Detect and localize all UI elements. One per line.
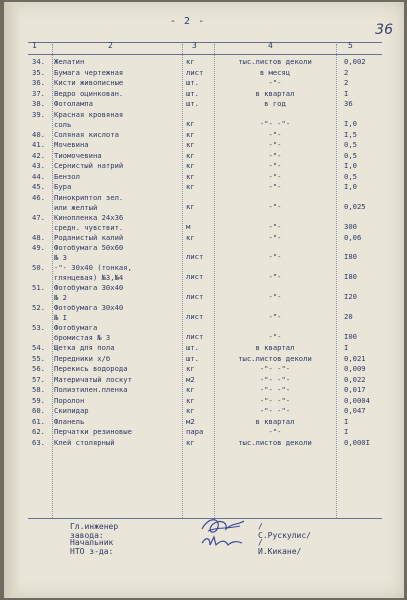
row-number: 37. bbox=[32, 88, 45, 98]
unit: лист bbox=[186, 272, 204, 281]
item-name-line: Красная кровяная bbox=[54, 109, 124, 119]
unit: кг bbox=[186, 232, 195, 242]
unit: кг bbox=[186, 406, 195, 415]
norm-basis: тыс.листов деколи bbox=[238, 353, 312, 363]
row-number: 38. bbox=[32, 99, 45, 108]
norm-basis: -"- -"- bbox=[259, 406, 291, 415]
item-name bbox=[54, 78, 123, 88]
norm-basis: -"- bbox=[268, 150, 282, 160]
quantity: 0,5 bbox=[344, 140, 357, 149]
unit: шт. bbox=[186, 99, 199, 108]
norm-basis: в квартал bbox=[255, 343, 295, 352]
quantity: 2 bbox=[344, 67, 349, 77]
table-row bbox=[28, 283, 382, 303]
item-name bbox=[54, 213, 123, 233]
norm-basis: -"- -"- bbox=[259, 364, 291, 373]
quantity: 0,5 bbox=[344, 150, 357, 160]
unit: кг bbox=[186, 364, 195, 373]
quantity: I,0 bbox=[344, 118, 357, 128]
row-number: 43. bbox=[32, 161, 45, 170]
quantity: I bbox=[344, 416, 349, 426]
item-name bbox=[54, 182, 71, 192]
item-name bbox=[54, 417, 84, 427]
unit: кг bbox=[186, 385, 195, 394]
table-header bbox=[30, 40, 382, 53]
item-name-line: Передники х/б bbox=[54, 353, 111, 363]
item-name bbox=[54, 243, 123, 263]
item-name bbox=[54, 427, 132, 437]
item-name bbox=[54, 283, 123, 303]
table-row bbox=[28, 354, 382, 365]
quantity: 0,0004 bbox=[344, 395, 370, 405]
quantity: 0,047 bbox=[344, 406, 366, 415]
quantity: I80 bbox=[344, 252, 357, 261]
row-number: 34. bbox=[32, 57, 45, 66]
table-row bbox=[28, 161, 382, 172]
row-number: 42. bbox=[32, 150, 45, 160]
item-name-line: Сернистый натрий bbox=[54, 161, 124, 170]
table-row bbox=[28, 427, 382, 438]
unit: кг bbox=[186, 182, 195, 191]
norm-basis: тыс.листов деколи bbox=[238, 437, 312, 447]
folio-number: 36 bbox=[375, 22, 393, 38]
table-row bbox=[28, 243, 382, 263]
table-row bbox=[28, 193, 382, 213]
quantity: 300 bbox=[344, 221, 357, 231]
row-number: 51. bbox=[32, 283, 45, 292]
quantity: I20 bbox=[344, 292, 357, 301]
row-number: 54. bbox=[32, 343, 45, 352]
table-row bbox=[28, 323, 382, 343]
row-number: 63. bbox=[32, 437, 45, 447]
table-row bbox=[28, 385, 382, 396]
item-name-line: Бумага чертежная bbox=[54, 67, 124, 77]
item-name-line: Фотобумага 30х40 bbox=[54, 283, 124, 292]
quantity: 0,025 bbox=[344, 201, 366, 211]
item-name bbox=[54, 406, 89, 416]
item-name bbox=[54, 438, 115, 448]
quantity: I,5 bbox=[344, 129, 357, 139]
item-name-line: Полиэтилен.пленка bbox=[54, 385, 128, 394]
item-name-line: Соляная кислота bbox=[54, 129, 119, 139]
unit: лист bbox=[186, 332, 204, 341]
unit: лист bbox=[186, 312, 204, 321]
row-number: 52. bbox=[32, 303, 45, 312]
item-name bbox=[54, 110, 123, 130]
norm-basis: в год bbox=[264, 99, 286, 108]
item-name bbox=[54, 89, 123, 99]
quantity: I00 bbox=[344, 332, 357, 341]
item-name-line: глянцевая) №3,№4 bbox=[54, 273, 124, 282]
unit: кг bbox=[186, 201, 195, 211]
item-name-line: Щетка для пола bbox=[54, 343, 115, 352]
item-name-line: средн. чувствит. bbox=[54, 222, 124, 232]
item-name-line: Скипидар bbox=[54, 406, 89, 415]
unit: кг bbox=[186, 171, 195, 181]
item-name bbox=[54, 385, 128, 395]
signature-label: Начальник НТО з-да: bbox=[70, 538, 114, 556]
table-row bbox=[28, 151, 382, 162]
item-name-line: Кинопленка 24х36 bbox=[54, 212, 124, 222]
item-name-line: Ведро оцинкован. bbox=[54, 88, 124, 98]
item-name bbox=[54, 130, 119, 140]
unit: лист bbox=[186, 252, 204, 261]
quantity: I,0 bbox=[344, 182, 357, 191]
item-name-line: Фотолампа bbox=[54, 99, 93, 108]
quantity: 0,021 bbox=[344, 353, 366, 363]
quantity: I bbox=[344, 88, 349, 98]
item-name-line: Перекись водорода bbox=[54, 364, 128, 373]
table-row bbox=[28, 130, 382, 141]
item-name bbox=[54, 99, 93, 109]
item-name-line: Кисти живописные bbox=[54, 78, 124, 87]
row-number: 59. bbox=[32, 395, 45, 405]
row-number: 50. bbox=[32, 263, 45, 272]
row-number: 39. bbox=[32, 109, 45, 119]
row-number: 61. bbox=[32, 416, 45, 426]
item-name-line: Фотобумага 50х60 bbox=[54, 243, 124, 252]
quantity: 0,009 bbox=[344, 364, 366, 373]
item-name-line: № 2 bbox=[54, 293, 67, 302]
handwritten-signature bbox=[198, 531, 248, 555]
table-row bbox=[28, 110, 382, 130]
row-number: 62. bbox=[32, 427, 45, 436]
table-row bbox=[28, 89, 382, 100]
header-rule bbox=[28, 54, 382, 55]
item-name bbox=[54, 151, 102, 161]
table-row bbox=[28, 303, 382, 323]
norm-basis: в квартал bbox=[255, 88, 295, 98]
table-row bbox=[28, 140, 382, 151]
norm-basis: -"- bbox=[268, 182, 282, 191]
item-name-line: Фотобумага 30х40 bbox=[54, 303, 124, 312]
quantity: 0,022 bbox=[344, 374, 366, 384]
item-name-line: Фланель bbox=[54, 416, 85, 426]
row-number: 45. bbox=[32, 182, 45, 191]
norm-basis: -"- bbox=[268, 161, 282, 170]
item-name bbox=[54, 172, 80, 182]
signature-label: Гл.инженер завода: bbox=[70, 522, 119, 540]
unit: кг bbox=[186, 140, 195, 149]
row-number: 46. bbox=[32, 192, 45, 202]
unit: кг bbox=[186, 437, 195, 447]
norm-basis: в квартал bbox=[255, 416, 295, 426]
norm-basis: -"- bbox=[268, 292, 282, 301]
norm-basis: -"- bbox=[268, 312, 282, 321]
unit: лист bbox=[186, 292, 204, 301]
item-name bbox=[54, 364, 128, 374]
item-name-line: -"- 30х40 (тонкая, bbox=[54, 263, 132, 272]
quantity: 36 bbox=[344, 99, 353, 108]
binding-edge bbox=[4, 2, 20, 598]
unit: шт. bbox=[186, 343, 199, 352]
norm-basis: -"- bbox=[268, 272, 282, 281]
norm-basis: -"- bbox=[268, 129, 282, 139]
row-number: 40. bbox=[32, 129, 45, 139]
norm-basis: -"- -"- bbox=[259, 374, 291, 384]
materials-table bbox=[28, 57, 382, 448]
table-row bbox=[28, 78, 382, 89]
item-name-line: или желтый bbox=[54, 202, 98, 212]
unit: кг bbox=[186, 150, 195, 160]
item-name-line: Поролон bbox=[54, 395, 85, 405]
norm-basis: -"- bbox=[268, 201, 282, 211]
quantity: 0,017 bbox=[344, 385, 366, 394]
table-row bbox=[28, 68, 382, 79]
item-name-line: № I bbox=[54, 313, 67, 322]
row-number: 47. bbox=[32, 212, 45, 222]
item-name-line: Пинокриптол зел. bbox=[54, 192, 124, 202]
unit: кг bbox=[186, 395, 195, 405]
quantity: I,0 bbox=[344, 161, 357, 170]
row-number: 60. bbox=[32, 406, 45, 415]
item-name-line: № 3 bbox=[54, 253, 67, 262]
table-row bbox=[28, 364, 382, 375]
item-name-line: Фотобумага bbox=[54, 323, 98, 332]
norm-basis: -"- -"- bbox=[259, 118, 291, 128]
unit: пара bbox=[186, 427, 204, 436]
item-name bbox=[54, 323, 110, 343]
item-name bbox=[54, 396, 84, 406]
item-name bbox=[54, 343, 115, 353]
norm-basis: -"- bbox=[268, 78, 282, 87]
item-name-line: Желатин bbox=[54, 57, 85, 66]
quantity: I bbox=[344, 427, 349, 436]
norm-basis: -"- -"- bbox=[259, 395, 291, 405]
row-number: 55. bbox=[32, 353, 45, 363]
item-name-line: Роданистый калий bbox=[54, 232, 124, 242]
row-number: 49. bbox=[32, 243, 45, 252]
col-header-4: 4 bbox=[268, 41, 273, 50]
item-name bbox=[54, 263, 132, 283]
row-number: 48. bbox=[32, 232, 45, 242]
row-number: 44. bbox=[32, 171, 45, 181]
col-header-1: 1 bbox=[32, 41, 37, 50]
item-name bbox=[54, 140, 89, 150]
item-name-line: Клей столярный bbox=[54, 437, 115, 447]
norm-basis: -"- bbox=[268, 332, 282, 341]
item-name-line: Бензол bbox=[54, 171, 80, 181]
unit: шт. bbox=[186, 88, 199, 98]
row-number: 41. bbox=[32, 140, 45, 149]
norm-basis: -"- bbox=[268, 252, 282, 261]
unit: шт. bbox=[186, 353, 199, 363]
table-row bbox=[28, 406, 382, 417]
quantity: 0,002 bbox=[344, 57, 366, 66]
col-header-3: 3 bbox=[192, 41, 197, 50]
norm-basis: -"- bbox=[268, 427, 282, 436]
item-name-line: Тиомочевина bbox=[54, 150, 102, 160]
unit: кг bbox=[186, 161, 195, 170]
item-name-line: Бура bbox=[54, 182, 72, 191]
item-name bbox=[54, 303, 123, 323]
unit: м2 bbox=[186, 416, 195, 426]
norm-basis: -"- bbox=[268, 221, 282, 231]
table-row bbox=[28, 99, 382, 110]
quantity: I bbox=[344, 343, 349, 352]
row-number: 56. bbox=[32, 364, 45, 373]
quantity: I80 bbox=[344, 272, 357, 281]
quantity: 0,5 bbox=[344, 171, 357, 181]
item-name bbox=[54, 193, 123, 213]
quantity: 2 bbox=[344, 78, 349, 87]
item-name bbox=[54, 233, 123, 243]
table-row bbox=[28, 343, 382, 354]
item-name-line: бромистая № 3 bbox=[54, 333, 111, 342]
unit: м2 bbox=[186, 374, 195, 384]
norm-basis: в месяц bbox=[259, 67, 291, 77]
quantity: 0,06 bbox=[344, 232, 362, 242]
unit: м bbox=[186, 221, 191, 231]
item-name-line: Мочевина bbox=[54, 140, 89, 149]
row-number: 35. bbox=[32, 67, 45, 77]
table-row bbox=[28, 417, 382, 428]
signature-name: /И.Кикане/ bbox=[258, 538, 302, 556]
table-row bbox=[28, 172, 382, 183]
col-header-5: 5 bbox=[348, 41, 353, 50]
table-row bbox=[28, 213, 382, 233]
norm-basis: тыс.листов деколи bbox=[238, 57, 312, 66]
unit: кг bbox=[186, 129, 195, 139]
row-number: 57. bbox=[32, 374, 45, 384]
col-header-2: 2 bbox=[108, 41, 113, 50]
page-number: - 2 - bbox=[170, 16, 206, 27]
row-number: 53. bbox=[32, 323, 45, 332]
table-row bbox=[28, 375, 382, 386]
item-name bbox=[54, 68, 123, 78]
item-name bbox=[54, 354, 110, 364]
table-row bbox=[28, 57, 382, 68]
row-number: 36. bbox=[32, 78, 45, 87]
table-row bbox=[28, 396, 382, 407]
item-name bbox=[54, 375, 132, 385]
unit: кг bbox=[186, 118, 195, 128]
norm-basis: -"- bbox=[268, 171, 282, 181]
quantity: 20 bbox=[344, 312, 353, 321]
norm-basis: -"- bbox=[268, 140, 282, 149]
item-name-line: Перчатки резиновые bbox=[54, 427, 132, 436]
table-row bbox=[28, 263, 382, 283]
unit: кг bbox=[186, 57, 195, 66]
unit: лист bbox=[186, 67, 204, 77]
item-name-line: Материчатый лоскут bbox=[54, 374, 132, 384]
item-name bbox=[54, 161, 123, 171]
item-name bbox=[54, 57, 84, 67]
unit: шт. bbox=[186, 78, 199, 87]
norm-basis: -"- -"- bbox=[259, 385, 291, 394]
table-row bbox=[28, 182, 382, 193]
quantity: 0,000I bbox=[344, 437, 370, 447]
row-number: 58. bbox=[32, 385, 45, 394]
table-row bbox=[28, 233, 382, 244]
item-name-line: соль bbox=[54, 119, 72, 129]
signature-name: /С.Рускулис/ bbox=[258, 522, 311, 540]
table-row bbox=[28, 438, 382, 449]
norm-basis: -"- bbox=[268, 232, 282, 242]
